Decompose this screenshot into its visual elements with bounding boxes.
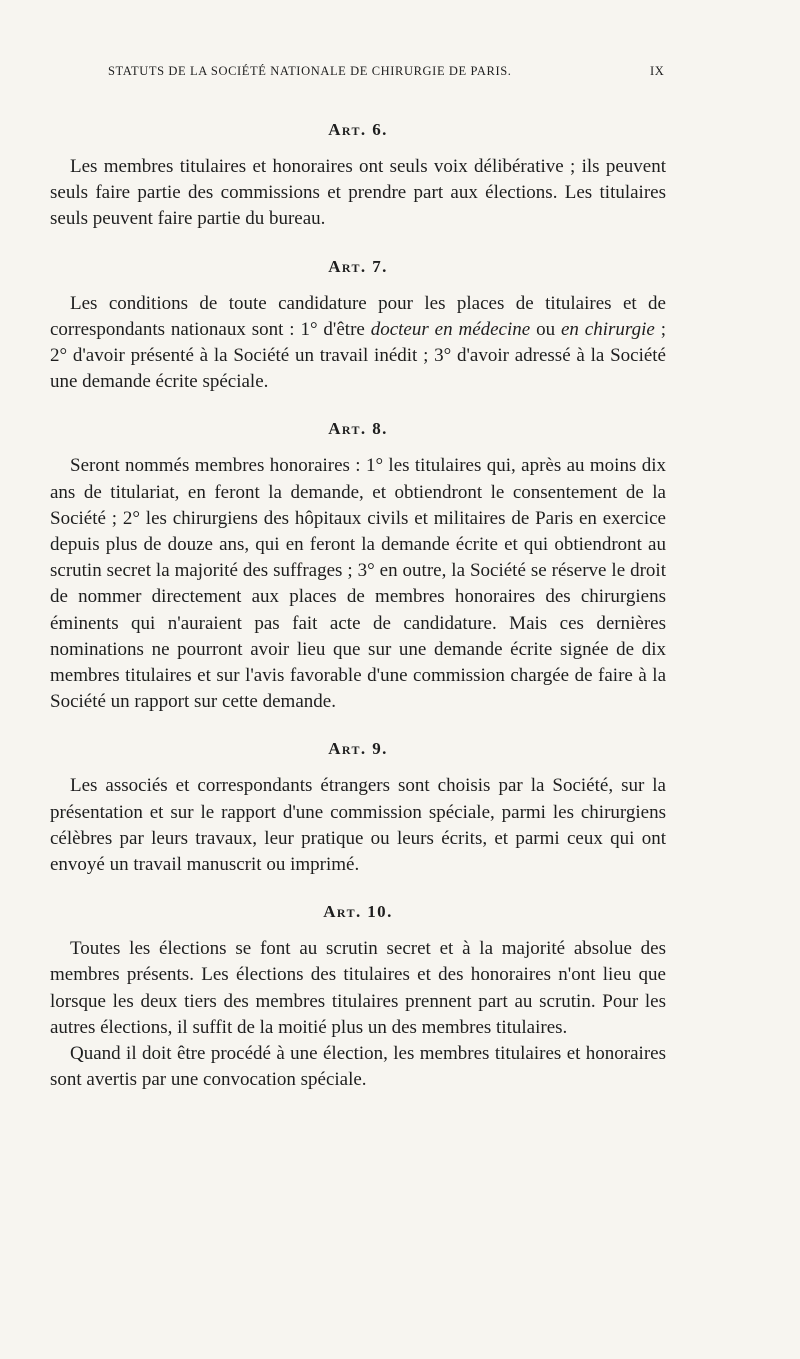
italic-term-docteur: docteur en médecine (370, 318, 531, 340)
article-heading: Art. 9. (328, 739, 388, 759)
article-heading: Art. 8. (328, 419, 388, 439)
running-title: STATUTS DE LA SOCIÉTÉ NATIONALE DE CHIRURGIE DE PARIS. (108, 64, 512, 78)
italic-term-chirurgie: en chirurgie (560, 318, 655, 340)
article-10 (50, 900, 666, 1093)
text-run: ; 2° d'avoir présenté à la Société un travail inédit ; 3° d'avoir adressé à la Société une demande écrite spéciale. (50, 318, 666, 393)
article-7 (50, 255, 666, 396)
article-paragraph (50, 291, 666, 396)
text-run: Les conditions de toute candidature pour les places de titulaires et de correspondants nationaux sont : 1° d'être (50, 292, 666, 340)
article-8 (50, 417, 666, 715)
text-run: ou (530, 318, 561, 340)
article-paragraph: Seront nommés membres honoraires : 1° les titulaires qui, après au moins dix ans de titulariat, en feront la demande, et obtiendront le consentement de la Société ; 2° les chirurgiens des hôpitaux civils et militaires de Paris en exercice depuis plus de douze ans, qui en feront la demande écrite et qui obtiendront au scrutin secret la majorité des suffrages ; 3° en outre, la Société se réserve le droit de nommer directement aux places de membres honoraires des chirurgiens éminents qui n'auraient pas fait acte de candidature. Mais ces dernières nominations ne pourront avoir lieu que sur une demande écrite signée de dix membres titulaires et sur l'avis favorable d'une commission chargée de faire à la Société un rapport sur cette demande. (50, 455, 666, 713)
page-body (50, 118, 666, 1115)
article-paragraph: Les membres titulaires et honoraires ont seuls voix délibérative ; ils peuvent seuls faire partie des commissions et prendre part aux élections. Les titulaires seuls peuvent faire partie du bureau. (50, 156, 666, 230)
page-number: IX (650, 64, 665, 78)
article-paragraph: Les associés et correspondants étrangers sont choisis par la Société, sur la présentation et sur le rapport d'une commission spéciale, parmi les chirurgiens célèbres par leurs travaux, leur pratique ou leurs écrits, et parmi ceux qui ont envoyé un travail manuscrit ou imprimé. (50, 775, 666, 876)
running-header (0, 64, 800, 84)
article-9 (50, 737, 666, 878)
article-6 (50, 118, 666, 233)
article-paragraph: Quand il doit être procédé à une élection, les membres titulaires et honoraires sont avertis par une convocation spéciale. (50, 1043, 666, 1091)
article-heading: Art. 7. (328, 256, 388, 276)
article-heading: Art. 10. (323, 902, 393, 922)
article-paragraph: Toutes les élections se font au scrutin secret et à la majorité absolue des membres présents. Les élections des titulaires et des honoraires n'ont lieu que lorsque les deux tiers des membres titulaires prennent part au scrutin. Pour les autres élections, il suffit de la moitié plus un des membres titulaires. (50, 938, 666, 1038)
article-heading: Art. 6. (328, 120, 388, 139)
